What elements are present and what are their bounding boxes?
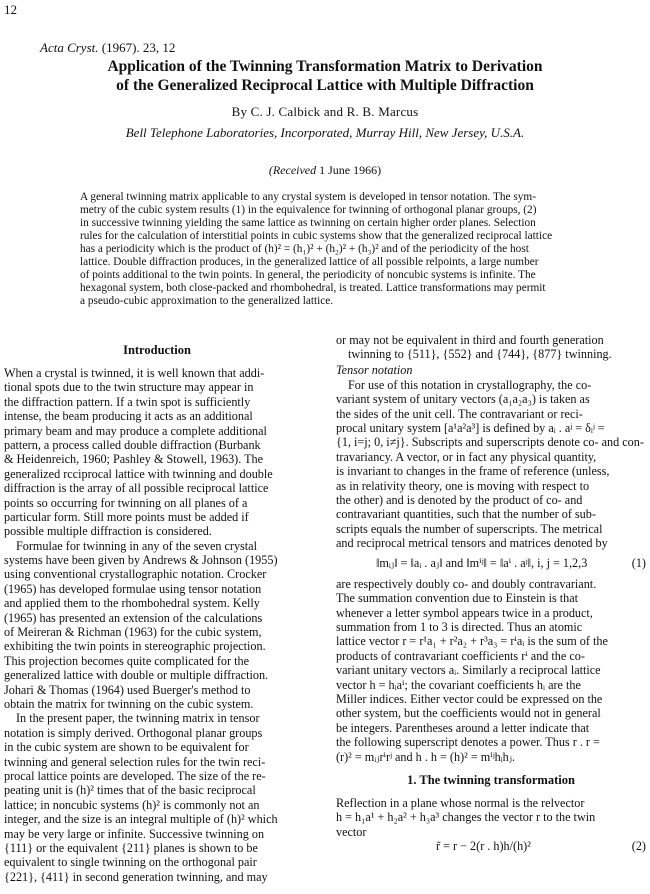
body-line: integer, and the size is an integral multiple of (h)² which [4,812,278,827]
body-line: may be very large or infinite. Successive twinning on [4,826,265,841]
body-line: notation is simply derived. Orthogonal planar groups [4,725,263,740]
body-line: be integers. Parentheses around a letter indicate that [336,720,590,735]
body-line: {111} or the equivalent {211} planes is shown to be [4,840,258,855]
equation-1-body: ‖mᵢⱼ‖ = ‖aᵢ . aⱼ‖ and ‖mⁱʲ‖ = ‖aⁱ . aʲ‖, i, j = 1,2,3 [376,556,588,571]
body-line: tional spots due to the twin structure may appear in [4,380,254,395]
body-line: vector h = hᵢaⁱ; the covariant coefficients hᵢ are the [336,677,581,692]
body-line: the diffraction pattern. If a twin spot is sufficiently [4,394,251,409]
equation-1-number: (1) [631,556,646,571]
body-line: possible multiple diffraction is considered. [4,524,212,539]
body-line: When a crystal is twinned, it is well known that addi- [4,366,265,380]
title-line: of the Generalized Reciprocal Lattice with Multiple Diffraction [116,77,534,94]
body-line: twinning to {511}, {552} and {744}, {877} twinning. [348,347,612,362]
equation-2-number: (2) [631,839,646,854]
equation-2 [336,839,646,853]
body-line: in the cubic system are shown to be equivalent for [4,740,249,755]
body-line: products of contravariant coefficients rⁱ and the co- [336,648,585,663]
body-line: peating unit is (h)² times that of the basic reciprocal [4,783,256,798]
body-line: and applied them to the rhombohedral system. Kelly [4,596,260,611]
body-line: procal lattice points are developed. The size of the re- [4,768,266,783]
abstract-line: a pseudo-cubic approximation to the generalized lattice. [80,295,334,307]
body-line: vector [336,824,367,839]
body-line: primary beam and may produce a complete additional [4,423,267,438]
abstract [80,191,580,308]
abstract-line: has a periodicity which is the product of (h)² = (h₁)² + (h₂)² + (h₃)² and of the periodicity of the host [80,243,529,255]
body-line: variant system of unitary vectors (a₁a₂a₃) is taken as [336,392,590,407]
body-line: intense, the beam producing it acts as an additional [4,409,253,424]
abstract-line: rules for the calculation of interstitial points in cubic systems show that the generalized reciprocal lattice [80,230,553,242]
received-date [20,163,630,178]
body-line: In the present paper, the twinning matrix in tensor [16,711,260,726]
body-line: diffraction is the array of all possible reciprocal lattice [4,481,269,496]
body-line: using conventional crystallographic notation. Crocker [4,567,267,582]
body-line: For use of this notation in crystallography, the co- [348,377,592,392]
body-line: & Heidenreich, 1960; Pashley & Stowell, 1963). The [4,452,264,467]
body-line: the other) and is denoted by the product of co- and [336,492,583,507]
body-line: {221}, {411} in second generation twinning, and may [4,869,268,884]
abstract-line: A general twinning matrix applicable to any crystal system is developed in tensor notation. The sym- [80,191,536,203]
body-line: obtain the matrix for twinning on the cubic system. [4,696,254,711]
body-line: variant unitary vectors aᵢ. Similarly a reciprocal lattice [336,663,601,678]
body-line: equivalent to single twinning on the orthogonal pair [4,855,257,870]
body-line: whenever a letter symbol appears twice in a product, [336,605,593,620]
body-line: Johari & Thomas (1964) used Buerger's method to [4,682,251,697]
journal-name: Acta Cryst. [40,40,99,55]
body-line: or may not be equivalent in third and fourth generation [336,333,604,347]
citation-details: (1967). 23, 12 [101,40,176,55]
body-line: (r)² = mᵢⱼrⁱrʲ and h . h = (h)² = mⁱʲhᵢhⱼ. [336,749,516,764]
page-number: 12 [4,2,17,17]
body-line: (1965) has developed formulae using tensor notation [4,581,262,596]
abstract-line: lattice. Double diffraction produces, in the generalized lattice of all possible relpoints, a large number [80,256,539,268]
body-line: the sides of the unit cell. The contravariant or reci- [336,406,583,421]
body-line: scripts equals the number of superscripts. The metrical [336,521,603,536]
body-line: as in relativity theory, one is moving with respect to [336,478,590,493]
body-line: The summation convention due to Einstein is that [336,591,579,606]
left-column [4,340,310,884]
body-line: This projection becomes quite complicated for the [4,653,250,668]
paper-title [20,57,630,95]
body-line: (1965) has presented an extension of the calculations [4,610,263,625]
abstract-line: of points additional to the twin points. In general, the periodicity of noncubic systems is infinite. The [80,269,536,281]
body-line: the following superscript denotes a power. Thus r . r = [336,735,600,750]
body-line: lattice; in noncubic systems (h)² is commonly not an [4,797,260,812]
tensor-notation-subheading: Tensor notation [336,362,413,377]
body-line: pattern, a process called double diffraction (Burbank [4,437,261,452]
body-line: is invariant to changes in the frame of reference (unless, [336,464,610,479]
affiliation: Bell Telephone Laboratories, Incorporated, Murray Hill, New Jersey, U.S.A. [125,125,525,140]
abstract-line: metry of the cubic system results (1) in the equivalence for twinning of orthogonal planar groups, (2) [80,204,537,216]
title-line: Application of the Twinning Transformation Matrix to Derivation [107,58,543,75]
body-line: systems have been given by Andrews & Johnson (1955) [4,553,278,568]
journal-citation [40,40,175,56]
authors: By C. J. Calbick and R. B. Marcus [231,104,419,119]
body-line: procal unitary system [a¹a²a³] is defined by aᵢ . aʲ = δᵢʲ = [336,420,605,435]
body-line: Miller indices. Either vector could be expressed on the [336,691,603,706]
body-line: particular form. Still more points must be added if [4,509,249,524]
right-column [336,333,646,854]
received-value: 1 June 1966) [319,163,382,177]
body-line: are respectively doubly co- and doubly contravariant. [336,576,597,591]
equation-2-body: r̃ = r − 2(r . h)h/(h)² [436,839,531,854]
body-line: summation from 1 to 3 is directed. Thus an atomic [336,620,583,635]
body-line: generalized lattice with double or multiple diffraction. [4,668,269,683]
received-label: (Received [268,163,317,177]
body-line: points so occurring for twinning on all planes of a [4,495,248,510]
equation-1 [336,556,646,570]
body-line: {1, i=j; 0, i≠j}. Subscripts and superscripts denote co- and con- [336,435,644,450]
body-line: lattice vector r = r¹a₁ + r²a₂ + r³a₃ = rⁱaᵢ is the sum of the [336,634,608,649]
body-line: and reciprocal metrical tensors and matrices denoted by [336,536,608,551]
abstract-line: in successive twinning yielding the same lattice as twinning on certain higher order planes. Selection [80,217,536,229]
abstract-line: hexagonal system, both close-packed and rhombohedral, is treated. Lattice transformations may permit [80,282,546,294]
body-line: of Meireran & Richman (1963) for the cubic system, [4,625,262,640]
body-line: generalized rcciprocal lattice with twinning and double [4,466,273,481]
body-line: Reflection in a plane whose normal is the relvector [336,795,585,810]
body-line: travariancy. A vector, or in fact any physical quantity, [336,449,597,464]
body-line: other system, but the coefficients would not in general [336,706,601,721]
body-line: h = h₁a¹ + h₂a² + h₃a³ changes the vector r to the twin [336,810,596,825]
section-1-heading: 1. The twinning transformation [407,772,575,787]
body-line: twinning and general selection rules for the twin reci- [4,754,266,769]
body-line: contravariant quantities, such that the number of sub- [336,507,596,522]
body-line: Formulae for twinning in any of the seven crystal [16,538,257,553]
body-line: exhibiting the twin points in stereographic projection. [4,639,266,654]
introduction-heading: Introduction [123,343,191,357]
